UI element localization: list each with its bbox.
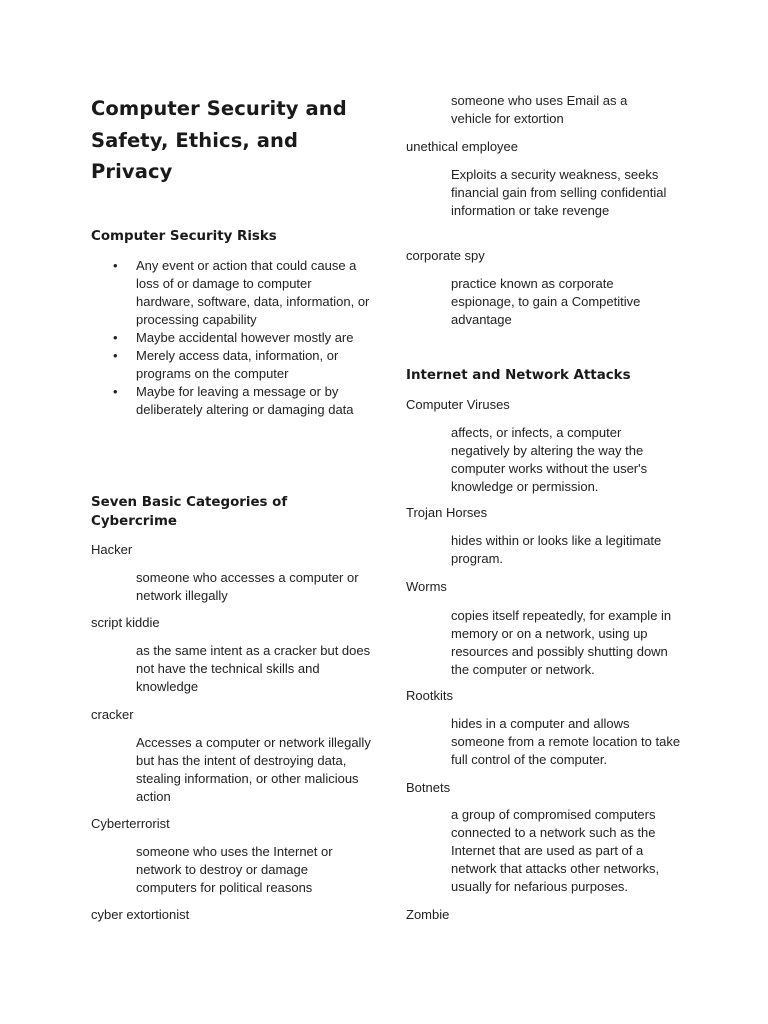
term-worms: Worms <box>406 579 447 594</box>
term-cracker: cracker <box>91 707 134 722</box>
risks-bullet-list <box>91 257 371 419</box>
left-column <box>91 0 371 922</box>
term-zombie: Zombie <box>406 907 450 922</box>
bullet-item: • Any event or action that could cause a loss of or damage to computer hardware, software, data, information, or processing capability <box>113 258 370 327</box>
section-heading-cybercrime: Seven Basic Categories of Cybercrime <box>91 495 288 529</box>
bullet-item: • Maybe accidental however mostly are <box>113 330 354 345</box>
section-heading-network-attacks: Internet and Network Attacks <box>406 368 631 383</box>
definition-computer-viruses: affects, or infects, a computer negatively by altering the way the computer works without the user's knowledge or permission. <box>451 425 648 494</box>
term-unethical-employee: unethical employee <box>406 139 519 154</box>
term-cyber-extortionist: cyber extortionist <box>91 907 190 922</box>
term-trojan-horses: Trojan Horses <box>406 505 488 520</box>
definition-hacker: someone who accesses a computer or network illegally <box>136 570 359 603</box>
definition-worms: copies itself repeatedly, for example in memory or on a network, using up resources and possibly shutting down the computer or network. <box>451 608 672 677</box>
bullet-dot-icon: • <box>113 348 118 363</box>
definition-unethical-employee: Exploits a security weakness, seeks financial gain from selling confidential information or take revenge <box>451 167 667 218</box>
bullet-dot-icon: • <box>113 258 118 273</box>
term-computer-viruses: Computer Viruses <box>406 397 510 412</box>
definition-botnets: a group of compromised computers connected to a network such as the Internet that are used as part of a network that attacks other networks, usually for nefarious purposes. <box>451 807 660 894</box>
definition-script-kiddie: as the same intent as a cracker but does not have the technical skills and knowledge <box>136 643 371 694</box>
definition-rootkits: hides in a computer and allows someone from a remote location to take full control of the computer. <box>451 716 681 767</box>
bullet-dot-icon: • <box>113 330 118 345</box>
term-script-kiddie: script kiddie <box>91 615 160 630</box>
document-title: Computer Security and Safety, Ethics, and Privacy <box>91 97 347 183</box>
definition-corporate-spy: practice known as corporate espionage, to gain a Competitive advantage <box>451 276 641 327</box>
definition-cyberterrorist: someone who uses the Internet or network to destroy or damage computers for political reasons <box>136 844 333 895</box>
bullet-item: • Merely access data, information, or programs on the computer <box>113 348 339 381</box>
term-corporate-spy: corporate spy <box>406 248 485 263</box>
term-hacker: Hacker <box>91 542 133 557</box>
term-cyberterrorist: Cyberterrorist <box>91 816 170 831</box>
definition-trojan-horses: hides within or looks like a legitimate program. <box>451 533 662 566</box>
definition-cyber-extortionist: someone who uses Email as a vehicle for extortion <box>451 93 628 126</box>
bullet-dot-icon: • <box>113 384 118 399</box>
definition-cracker: Accesses a computer or network illegally but has the intent of destroying data, stealing information, or other malicious action <box>136 735 371 804</box>
bullet-item: • Maybe for leaving a message or by deliberately altering or damaging data <box>113 384 354 417</box>
term-botnets: Botnets <box>406 780 451 795</box>
section-heading-security-risks: Computer Security Risks <box>91 229 277 244</box>
term-rootkits: Rootkits <box>406 688 453 703</box>
